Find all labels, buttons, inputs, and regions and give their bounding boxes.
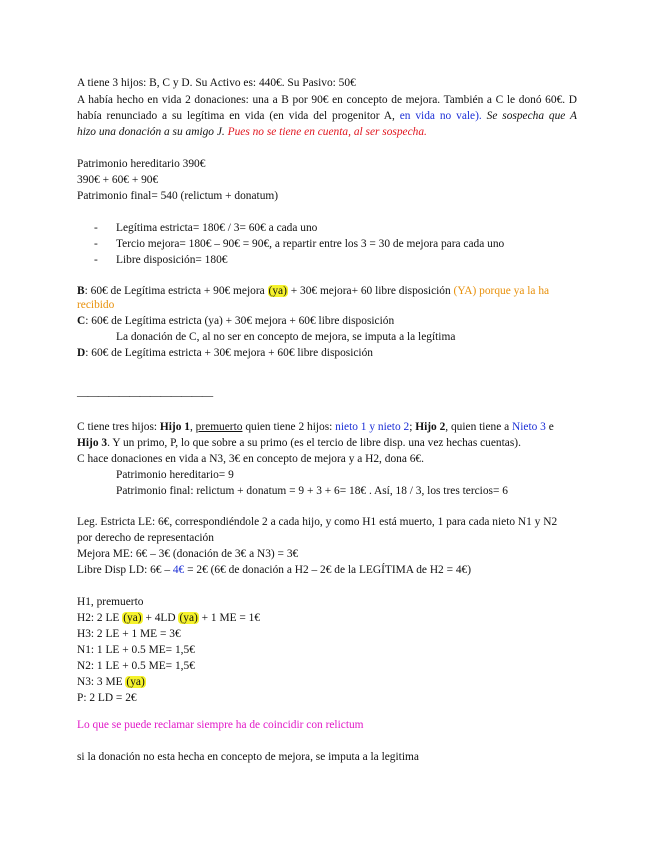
text-span: e xyxy=(545,421,554,433)
text-span: por derecho de representación xyxy=(77,532,214,544)
heir-c-note xyxy=(116,331,455,344)
bullet-item xyxy=(94,222,318,235)
text-span: 390€ + 60€ + 90€ xyxy=(77,174,159,186)
text-span: había renunciado a su legítima en vida (en vida del progenitor A, xyxy=(77,110,400,122)
separator-line xyxy=(77,390,212,403)
n3-line xyxy=(77,676,146,689)
text-span: H1, premuerto xyxy=(77,596,144,608)
bullet-text: Legítima estricta= 180€ / 3= 60€ a cada uno xyxy=(116,222,318,234)
text-span: Libre Disp LD: 6€ – xyxy=(77,564,173,576)
sospecha-line xyxy=(77,126,427,139)
note-blue: nieto 1 y nieto 2 xyxy=(335,421,410,433)
patrimonio-suma xyxy=(77,174,158,187)
hijo-label: Hijo 1 xyxy=(159,421,190,433)
bullet-text: Tercio mejora= 180€ – 90€ = 90€, a repartir entre los 3 = 30 de mejora para cada uno xyxy=(116,238,505,250)
italic-text: hizo una donación a su amigo J. xyxy=(77,126,228,138)
bullet-marker: - xyxy=(94,238,98,250)
text-span: Patrimonio final= 540 (relictum + donatum) xyxy=(77,190,279,202)
note-orange: recibido xyxy=(77,299,115,311)
note-red: Pues no se tiene en cuenta, al ser sospecha. xyxy=(227,126,427,138)
problem-1-statement xyxy=(77,77,356,90)
n1-line xyxy=(77,644,195,657)
text-span: + 30€ mejora+ 60 libre disposición xyxy=(287,285,454,297)
donations-line xyxy=(77,94,577,107)
h3-line xyxy=(77,628,181,641)
text-line: A tiene 3 hijos: B, C y D. Su Activo es: 440€. Su Pasivo: 50€ xyxy=(77,77,356,89)
text-span: + 1 ME = 1€ xyxy=(198,612,261,624)
bullet-marker: - xyxy=(94,254,98,266)
text-span: H2: 2 LE xyxy=(77,612,123,624)
bullet-item xyxy=(94,254,228,267)
text-span: : 60€ de Legítima estricta + 90€ mejora xyxy=(84,285,268,297)
bullet-item xyxy=(94,238,505,251)
problem-2-statement xyxy=(77,421,554,434)
n2-line xyxy=(77,660,195,673)
legitima-estricta-line xyxy=(77,516,557,529)
text-span: , quien tiene a xyxy=(445,421,513,433)
patrimonio-hereditario xyxy=(77,158,205,171)
hijo-label: Hijo 3 xyxy=(77,437,108,449)
heir-label: D xyxy=(77,347,86,359)
legitima-estricta-cont xyxy=(77,532,214,545)
text-line: A había hecho en vida 2 donaciones: una a B por 90€ en concepto de mejora. También a C le donó 60€. D xyxy=(77,94,577,106)
heir-label: C xyxy=(77,315,86,327)
text-span: Lo que se puede reclamar siempre ha de coincidir con relictum xyxy=(77,719,364,731)
bullet-marker: - xyxy=(94,222,98,234)
text-span: N2: 1 LE + 0.5 ME= 1,5€ xyxy=(77,660,195,672)
text-span: C tiene tres hijos: xyxy=(77,421,160,433)
hijo-label: Hijo 2 xyxy=(415,421,446,433)
problem-2-donaciones xyxy=(77,453,424,466)
highlight-ya: (ya) xyxy=(126,676,145,688)
text-span: Leg. Estricta LE: 6€, correspondiéndole 2 a cada hijo, y como H1 está muerto, 1 para cada nieto N1 y N2 xyxy=(77,516,558,528)
note-orange: (YA) porque ya la ha xyxy=(453,285,550,297)
libre-disp-line xyxy=(77,564,471,577)
renuncia-line xyxy=(77,110,577,123)
heir-label: B xyxy=(77,285,85,297)
text-span: ————————————— xyxy=(77,390,213,402)
h1-line xyxy=(77,596,143,609)
note-blue: Nieto 3 xyxy=(512,421,546,433)
imputacion-note xyxy=(77,751,419,764)
highlight-ya: (ya) xyxy=(179,612,198,624)
heir-c-line xyxy=(77,315,394,328)
text-span: N3: 3 ME xyxy=(77,676,126,688)
text-span: N1: 1 LE + 0.5 ME= 1,5€ xyxy=(77,644,195,656)
heir-d-line xyxy=(77,347,373,360)
text-span: Mejora ME: 6€ – 3€ (donación de 3€ a N3) = 3€ xyxy=(77,548,299,560)
text-span: Patrimonio hereditario= 9 xyxy=(116,469,234,481)
text-span: Patrimonio hereditario 390€ xyxy=(77,158,206,170)
text-span: : 60€ de Legítima estricta + 30€ mejora + 60€ libre disposición xyxy=(85,347,373,359)
heir-b-note-cont xyxy=(77,299,114,312)
text-span: = 2€ (6€ de donación a H2 – 2€ de la LEGÍTIMA de H2 = 4€) xyxy=(184,564,472,576)
underlined-text: premuerto xyxy=(195,421,243,433)
text-span: + 4LD xyxy=(142,612,179,624)
highlight-ya: (ya) xyxy=(123,612,142,624)
text-span: , xyxy=(189,421,196,433)
highlight-ya: (ya) xyxy=(268,285,287,297)
text-span: Patrimonio final: relictum + donatum = 9 + 3 + 6= 18€ . Así, 18 / 3, los tres tercios= 6 xyxy=(116,485,508,497)
note-blue: en vida no vale). xyxy=(399,110,482,122)
p-line xyxy=(77,692,137,705)
italic-text: Se sospecha que A xyxy=(481,110,577,122)
patrimonio-final-2 xyxy=(116,485,508,498)
mejora-line xyxy=(77,548,298,561)
text-span: ; xyxy=(409,421,416,433)
heir-b-line xyxy=(77,285,549,298)
text-span: . Y un primo, P, lo que sobre a su primo (es el tercio de libre disp. una vez hechas cuentas). xyxy=(107,437,521,449)
text-span: quien tiene 2 hijos: xyxy=(242,421,336,433)
text-span: si la donación no esta hecha en concepto de mejora, se imputa a la legitima xyxy=(77,751,419,763)
patrimonio-hereditario-2 xyxy=(116,469,234,482)
text-span: P: 2 LD = 2€ xyxy=(77,692,137,704)
text-span: La donación de C, al no ser en concepto de mejora, se imputa a la legítima xyxy=(116,331,456,343)
bullet-text: Libre disposición= 180€ xyxy=(116,254,228,266)
patrimonio-final xyxy=(77,190,278,203)
h2-line xyxy=(77,612,260,625)
note-blue: 4€ xyxy=(172,564,185,576)
problem-2-primo xyxy=(77,437,521,450)
text-span: C hace donaciones en vida a N3, 3€ en concepto de mejora y a H2, dona 6€. xyxy=(77,453,424,465)
text-span: H3: 2 LE + 1 ME = 3€ xyxy=(77,628,181,640)
text-span: : 60€ de Legítima estricta (ya) + 30€ mejora + 60€ libre disposición xyxy=(85,315,395,327)
reclamar-note xyxy=(77,719,364,732)
